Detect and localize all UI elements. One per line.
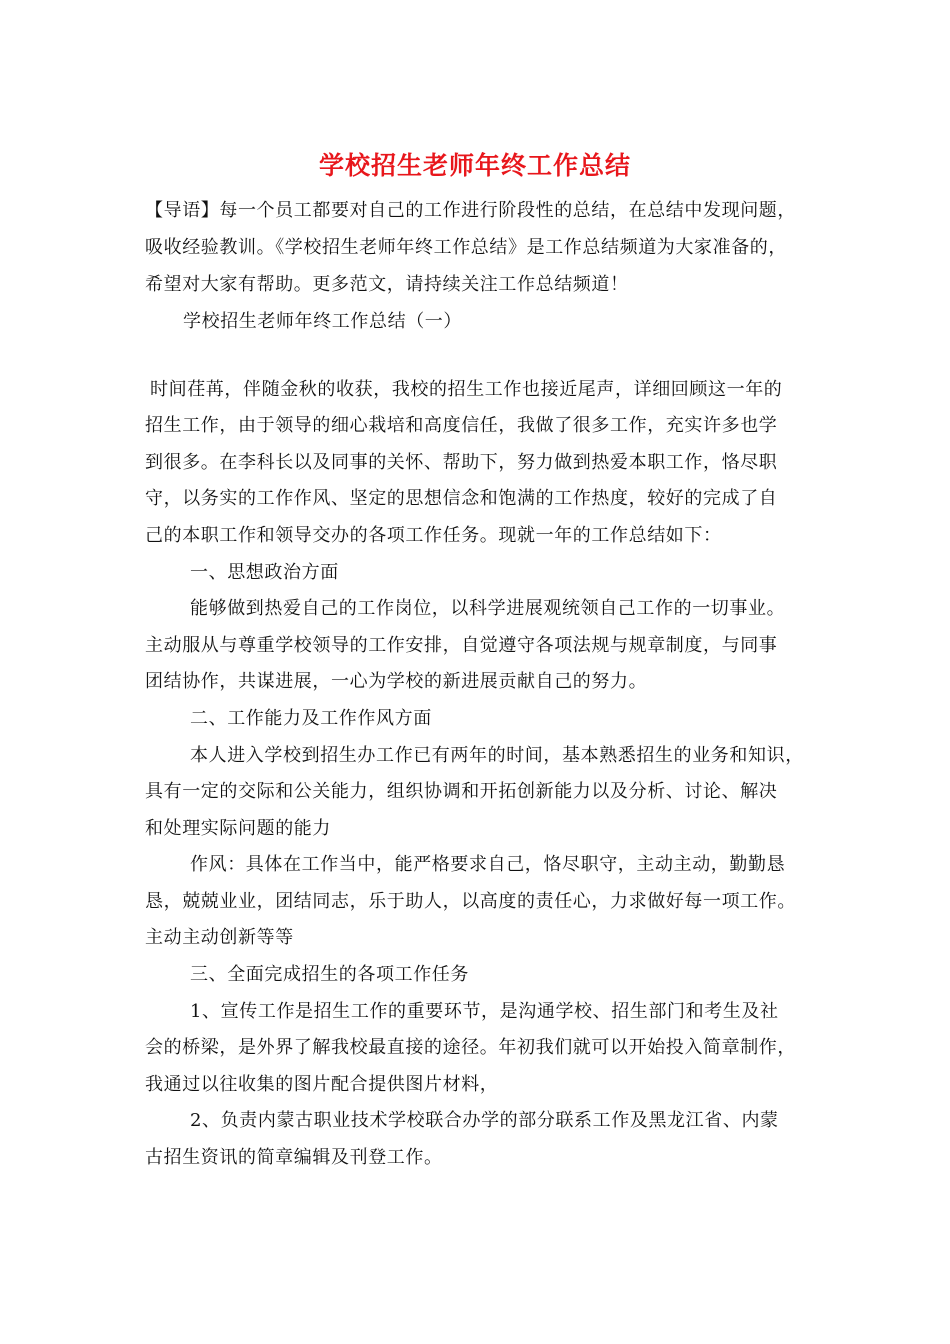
body-line-26: 古招生资讯的简章编辑及刊登工作。 bbox=[145, 1147, 443, 1168]
body-line-22: 1、宣传工作是招生工作的重要环节，是沟通学校、招生部门和考生及社 bbox=[190, 1001, 779, 1022]
body-line-12: 主动服从与尊重学校领导的工作安排，自觉遵守各项法规与规章制度，与同事 bbox=[145, 635, 778, 656]
body-line-3: 希望对大家有帮助。更多范文，请持续关注工作总结频道！ bbox=[145, 274, 629, 295]
body-line-20: 主动主动创新等等 bbox=[145, 927, 294, 948]
body-line-15: 本人进入学校到招生办工作已有两年的时间，基本熟悉招生的业务和知识， bbox=[190, 745, 804, 766]
body-line-1: 【导语】每一个员工都要对自己的工作进行阶段性的总结，在总结中发现问题， bbox=[145, 200, 796, 221]
body-line-9: 己的本职工作和领导交办的各项工作任务。现就一年的工作总结如下： bbox=[145, 525, 722, 546]
body-line-25: 2、负责内蒙古职业技术学校联合办学的部分联系工作及黑龙江省、内蒙 bbox=[190, 1110, 779, 1131]
body-line-23: 会的桥梁，是外界了解我校最直接的途径。年初我们就可以开始投入简章制作， bbox=[145, 1037, 796, 1058]
body-line-24: 我通过以往收集的图片配合提供图片材料， bbox=[145, 1074, 499, 1095]
body-line-8: 守，以务实的工作作风、坚定的思想信念和饱满的工作热度，较好的完成了自 bbox=[145, 488, 778, 509]
body-line-19: 恳，兢兢业业，团结同志，乐于助人，以高度的责任心，力求做好每一项工作。 bbox=[145, 891, 796, 912]
subsection-heading-2: 二、工作能力及工作作风方面 bbox=[190, 708, 432, 729]
subsection-heading-3: 三、全面完成招生的各项工作任务 bbox=[190, 964, 469, 985]
body-line-17: 和处理实际问题的能力 bbox=[145, 818, 331, 839]
body-line-11: 能够做到热爱自己的工作岗位，以科学进展观统领自己工作的一切事业。 bbox=[190, 598, 786, 619]
section-heading-1: 学校招生老师年终工作总结（一） bbox=[183, 311, 462, 332]
subsection-heading-1: 一、思想政治方面 bbox=[190, 562, 339, 583]
body-line-18: 作风：具体在工作当中，能严格要求自己，恪尽职守，主动主动，勤勤恳 bbox=[190, 854, 786, 875]
body-line-7: 到很多。在李科长以及同事的关怀、帮助下，努力做到热爱本职工作，恪尽职 bbox=[145, 452, 778, 473]
document-title: 学校招生老师年终工作总结 bbox=[318, 151, 631, 180]
body-line-13: 团结协作，共谋进展，一心为学校的新进展贡献自己的努力。 bbox=[145, 671, 648, 692]
body-line-6: 招生工作，由于领导的细心栽培和高度信任，我做了很多工作，充实许多也学 bbox=[145, 415, 778, 436]
body-line-5: 时间荏苒，伴随金秋的收获，我校的招生工作也接近尾声，详细回顾这一年的 bbox=[150, 379, 783, 400]
body-line-2: 吸收经验教训。《学校招生老师年终工作总结》是工作总结频道为大家准备的， bbox=[145, 237, 787, 258]
body-line-16: 具有一定的交际和公关能力，组织协调和开拓创新能力以及分析、讨论、解决 bbox=[145, 781, 778, 802]
